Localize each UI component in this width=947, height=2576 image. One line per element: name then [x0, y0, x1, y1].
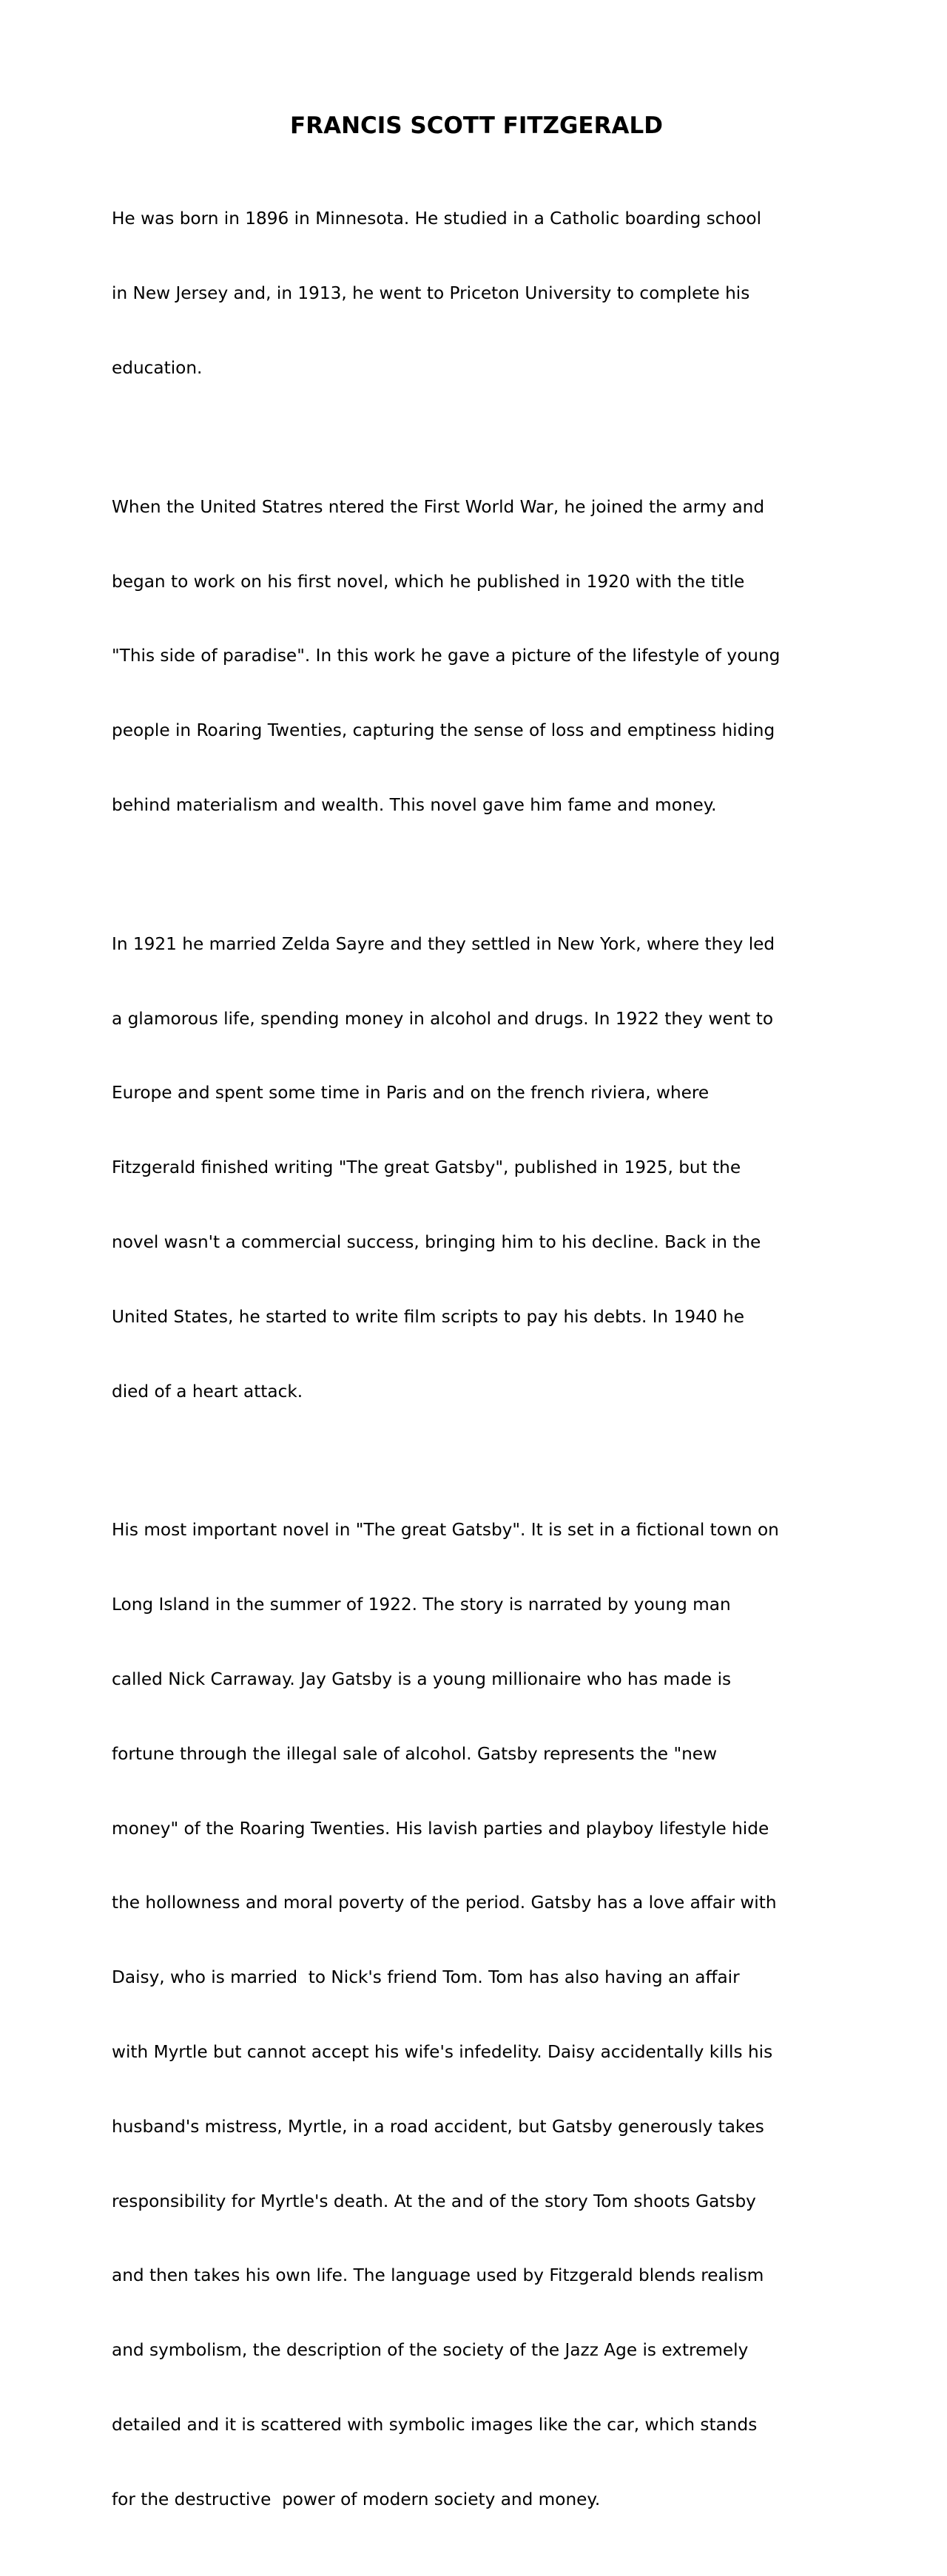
text-line: fortune through the illegal sale of alcohol. Gatsby represents the "new	[112, 1743, 718, 1764]
text-line: In 1921 he married Zelda Sayre and they settled in New York, where they led	[112, 933, 775, 954]
text-line: people in Roaring Twenties, capturing the sense of loss and emptiness hiding	[112, 720, 775, 741]
text-line: Daisy, who is married to Nick's friend Tom. Tom has also having an affair	[112, 1967, 740, 1988]
text-line: When the United Statres ntered the First World War, he joined the army and	[112, 496, 765, 517]
text-line: Fitzgerald finished writing "The great Gatsby", published in 1925, but the	[112, 1157, 741, 1178]
document-title: FRANCIS SCOTT FITZGERALD	[290, 112, 663, 139]
text-line: and then takes his own life. The language used by Fitzgerald blends realism	[112, 2265, 764, 2286]
text-line: His most important novel in "The great Gatsby". It is set in a fictional town on	[112, 1520, 779, 1541]
text-line: called Nick Carraway. Jay Gatsby is a young millionaire who has made is	[112, 1669, 732, 1690]
paragraph-army-first-novel	[112, 445, 844, 868]
text-line: died of a heart attack.	[112, 1381, 303, 1402]
text-line: novel wasn't a commercial success, bringing him to his decline. Back in the	[112, 1231, 761, 1252]
text-line: began to work on his first novel, which he published in 1920 with the title	[112, 571, 745, 592]
text-line: behind materialism and wealth. This novel gave him fame and money.	[112, 794, 717, 815]
text-line: husband's mistress, Myrtle, in a road accident, but Gatsby generously takes	[112, 2116, 764, 2137]
paragraph-biography-early-life	[112, 157, 844, 430]
text-line: education.	[112, 357, 203, 378]
document-body	[112, 157, 844, 2576]
text-line: a glamorous life, spending money in alcohol and drugs. In 1922 they went to	[112, 1008, 774, 1029]
text-line: responsibility for Myrtle's death. At the and of the story Tom shoots Gatsby	[112, 2191, 756, 2211]
text-line: He was born in 1896 in Minnesota. He studied in a Catholic boarding school	[112, 209, 762, 229]
text-line: and symbolism, the description of the society of the Jazz Age is extremely	[112, 2340, 749, 2361]
text-line: "This side of paradise". In this work he gave a picture of the lifestyle of young	[112, 646, 781, 666]
text-line: with Myrtle but cannot accept his wife's infedelity. Daisy accidentally kills his	[112, 2041, 773, 2062]
paragraph-great-gatsby	[112, 1468, 844, 2561]
text-line: United States, he started to write film scripts to pay his debts. In 1940 he	[112, 1306, 744, 1327]
text-line: money" of the Roaring Twenties. His lavish parties and playboy lifestyle hide	[112, 1818, 769, 1839]
text-line: for the destructive power of modern society and money.	[112, 2489, 601, 2509]
text-line: in New Jersey and, in 1913, he went to Priceton University to complete his	[112, 283, 750, 303]
paragraph-marriage-decline	[112, 882, 844, 1454]
text-line: Europe and spent some time in Paris and on the french riviera, where	[112, 1083, 710, 1103]
text-line: detailed and it is scattered with symbolic images like the car, which stands	[112, 2414, 758, 2435]
text-line: the hollowness and moral poverty of the period. Gatsby has a love affair with	[112, 1893, 777, 1913]
text-line: Long Island in the summer of 1922. The story is narrated by young man	[112, 1595, 731, 1615]
